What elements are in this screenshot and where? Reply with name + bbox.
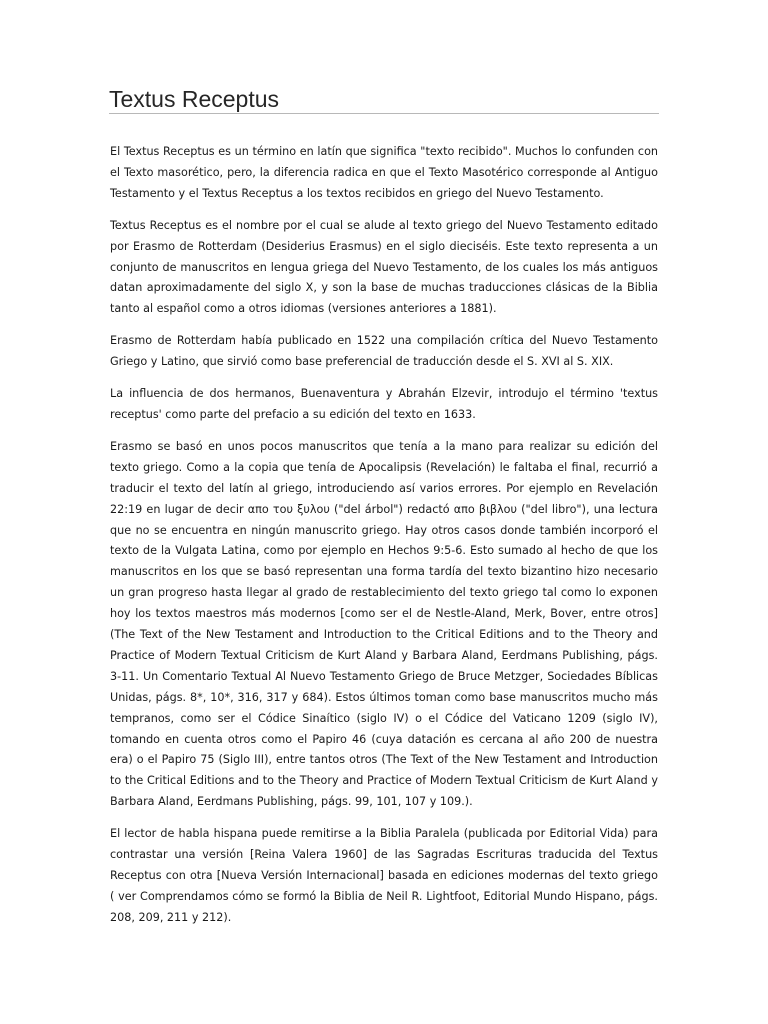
paragraph-biblia-paralela: El lector de habla hispana puede remitirse a la Biblia Paralela (publicada por Editorial Vida) para contrastar una versión [Reina Valera 1960] de las Sagradas Escrituras traducida del Textus Receptus con otra [Nueva Versión Internacional] basada en ediciones modernas del texto griego ( ver Comprendamos cómo se formó la Biblia de Neil R. Lightfoot, Editorial Mundo Hispano, págs. 208, 209, 211 y 212).: [110, 827, 658, 924]
title-underline-divider: [109, 113, 659, 114]
paragraph-intro: El Textus Receptus es un término en latín que significa "texto recibido". Muchos lo confunden con el Texto masorético, pero, la diferencia radica en que el Texto Masotérico corresponde al Antiguo Testamento y el Textus Receptus a los textos recibidos en griego del Nuevo Testamento.: [110, 145, 658, 200]
paragraph-manuscritos: Erasmo se basó en unos pocos manuscritos que tenía a la mano para realizar su edición del texto griego. Como a la copia que tenía de Apocalipsis (Revelación) le faltaba el final, recurrió a traducir el texto del latín al griego, introduciendo así varios errores. Por ejemplo en Revelación 22:19 en lugar de decir απο του ξυλου ("del árbol") redactó απο βιβλου ("del libro"), una lectura que no se encuentra en ningún manuscrito griego. Hay otros casos donde también incorporó el texto de la Vulgata Latina, como por ejemplo en Hechos 9:5-6. Esto sumado al hecho de que los manuscritos en los que se basó representan una forma tardía del texto bizantino hizo necesario un gran progreso hasta llegar al grado de restablecimiento del texto griego tal como lo exponen hoy los textos maestros más modernos [como ser el de Nestle-Aland, Merk, Bover, entre otros] (The Text of the New Testament and Introduction to the Critical Editions and to the Theory and Practice of Modern Textual Criticism de Kurt Aland y Barbara Aland, Eerdmans Publishing, págs. 3-11. Un Comentario Textual Al Nuevo Testamento Griego de Bruce Metzger, Sociedades Bíblicas Unidas, págs. 8*, 10*, 316, 317 y 684). Estos últimos toman como base manuscritos mucho más tempranos, como ser el Códice Sinaítico (siglo IV) o el Códice del Vaticano 1209 (siglo IV), tomando en cuenta otros como el Papiro 46 (cuya datación es cercana al año 200 de nuestra era) o el Papiro 75 (Siglo III), entre tantos otros (The Text of the New Testament and Introduction to the Critical Editions and to the Theory and Practice of Modern Textual Criticism de Kurt Aland y Barbara Aland, Eerdmans Publishing, págs. 99, 101, 107 y 109.).: [110, 439, 658, 809]
paragraph-definition: Textus Receptus es el nombre por el cual se alude al texto griego del Nuevo Testamento editado por Erasmo de Rotterdam (Desiderius Erasmus) en el siglo dieciséis. Este texto representa a un conjunto de manuscritos en lengua griega del Nuevo Testamento, de los cuales los más antiguos datan aproximadamente del siglo X, y son la base de muchas traducciones clásicas de la Biblia tanto al español como a otros idiomas (versiones anteriores a 1881).: [110, 218, 658, 316]
document-body: [110, 142, 658, 940]
paragraph-elzevir: La influencia de dos hermanos, Buenaventura y Abrahán Elzevir, introdujo el término 'textus receptus' como parte del prefacio a su edición del texto en 1633.: [110, 387, 658, 421]
page-title: Textus Receptus: [109, 86, 280, 112]
paragraph-erasmo-1522: Erasmo de Rotterdam había publicado en 1522 una compilación crítica del Nuevo Testamento Griego y Latino, que sirvió como base preferencial de traducción desde el S. XVI al S. XIX.: [110, 334, 658, 369]
